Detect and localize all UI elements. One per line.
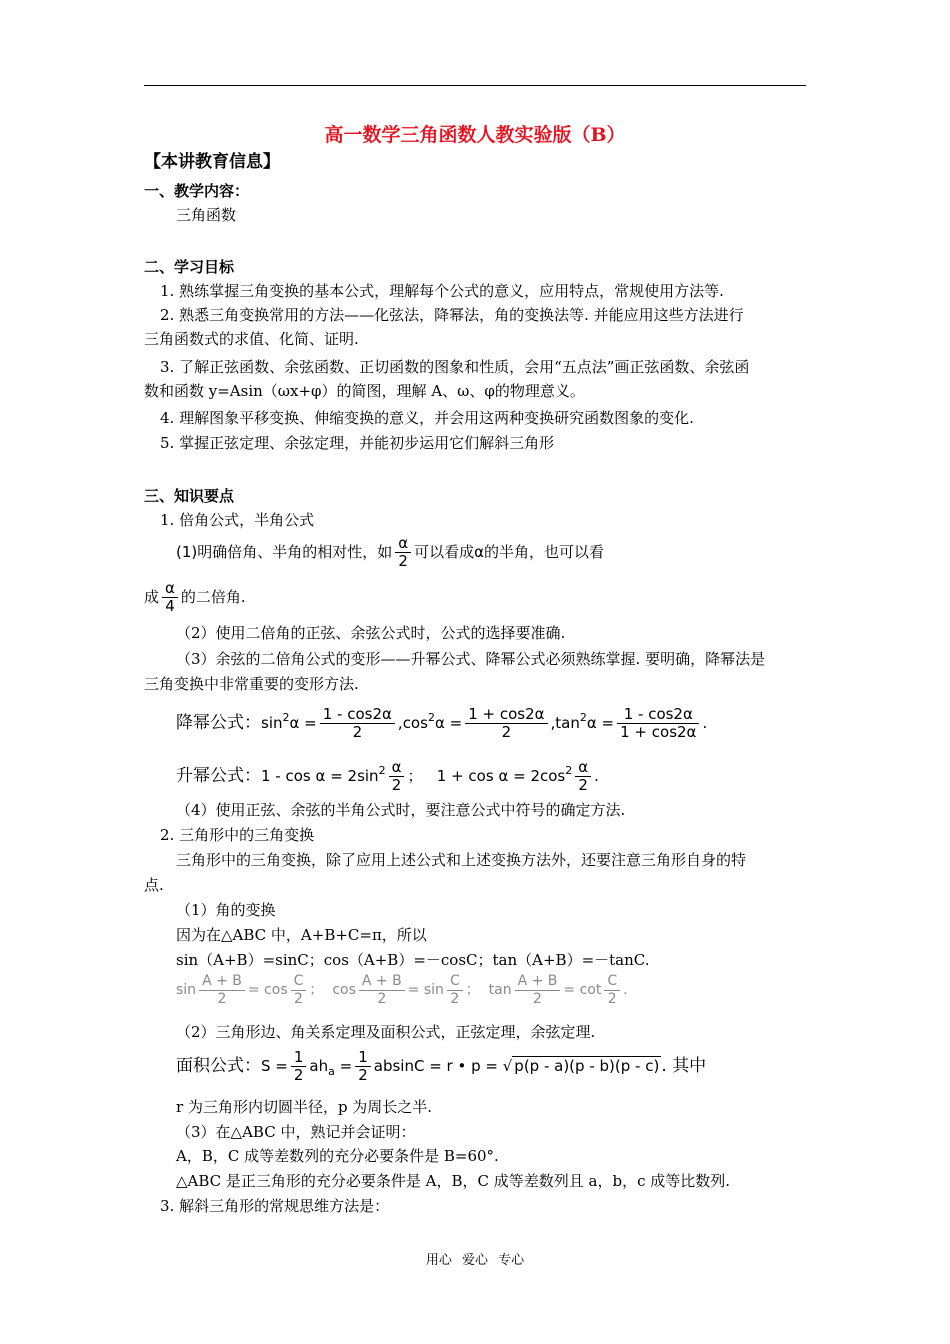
cos-equals-text: = cos bbox=[247, 982, 288, 998]
cos-text: ,cos bbox=[397, 714, 428, 732]
fraction-denominator: 2 bbox=[447, 990, 463, 1008]
alpha-over-2-fraction bbox=[575, 759, 591, 794]
area-formula-label: 面积公式： bbox=[176, 1056, 261, 1076]
sin-equals-text: = sin bbox=[407, 982, 444, 998]
period: . bbox=[594, 767, 599, 785]
separator: ； bbox=[407, 767, 423, 785]
point-1-title: 1. 倍角公式，半角公式 bbox=[160, 511, 315, 529]
point-1-1-text-a: (1)明确倍角、半角的相对性，如 bbox=[176, 543, 393, 561]
point-1-1-line-1 bbox=[176, 533, 604, 571]
point-1-3-line-1: （3）余弦的二倍角公式的变形——升幂公式、降幂公式必须熟练掌握. 要明确，降幂法是 bbox=[176, 650, 766, 668]
fraction-denominator: 2 bbox=[199, 990, 245, 1008]
point-2-intro-line-2: 点. bbox=[144, 876, 164, 894]
cos-text: cos bbox=[332, 982, 356, 998]
point-2-3: （3）在△ABC 中，熟记并会证明： bbox=[176, 1123, 416, 1141]
alpha-symbol: α bbox=[434, 714, 445, 732]
area-ah-text: ah bbox=[309, 1057, 329, 1075]
ab-over-2-fraction bbox=[199, 973, 245, 1008]
c-over-2-fraction bbox=[291, 973, 307, 1008]
fraction-denominator: 2 bbox=[291, 990, 307, 1008]
two-cos-text: = 2cos bbox=[513, 767, 566, 785]
one-half-fraction bbox=[291, 1049, 307, 1084]
fraction-numerator: A + B bbox=[361, 972, 402, 989]
fraction-numerator: 1 - cos2α bbox=[623, 705, 693, 723]
point-1-1-line-2 bbox=[144, 578, 246, 616]
alpha-symbol: α bbox=[498, 767, 509, 785]
square-exponent: 2 bbox=[579, 711, 587, 724]
area-subscript: a bbox=[328, 1065, 335, 1078]
point-1-1-text-d: 成 bbox=[144, 588, 160, 606]
point-1-3-line-2: 三角变换中非常重要的变形方法. bbox=[144, 675, 359, 693]
point-1-1-text-e: 的二倍角. bbox=[180, 588, 246, 606]
equals-sign: = bbox=[449, 714, 463, 732]
two-sin-text: = 2sin bbox=[330, 767, 379, 785]
section-2-heading: 二、学习目标 bbox=[144, 258, 235, 276]
fraction-numerator: 1 bbox=[293, 1048, 304, 1066]
fraction-numerator: 1 + cos2α bbox=[468, 705, 545, 723]
fraction-denominator: 2 bbox=[604, 990, 620, 1008]
document-title: 高一数学三角函数人教实验版（B） bbox=[324, 124, 626, 146]
goal-3-line-2: 数和函数 y=Asin（ωx+φ）的简图，理解 A、ω、φ的物理意义。 bbox=[144, 382, 585, 400]
alpha-over-2-fraction bbox=[395, 535, 411, 570]
fraction-numerator: C bbox=[607, 972, 618, 989]
alpha-over-2-fraction bbox=[389, 759, 405, 794]
equals-sign: = bbox=[304, 714, 317, 732]
period: . bbox=[623, 982, 628, 998]
fraction-numerator: α bbox=[578, 758, 589, 776]
separator: ； bbox=[465, 982, 480, 998]
point-3-title: 3. 解斜三角形的常规思维方法是： bbox=[160, 1197, 390, 1215]
fraction-denominator: 2 bbox=[355, 1066, 371, 1084]
c-over-2-fraction bbox=[604, 973, 620, 1008]
fraction-denominator: 2 bbox=[359, 990, 405, 1008]
fraction-numerator: α bbox=[391, 758, 402, 776]
alpha-symbol: α bbox=[474, 543, 485, 561]
power-raising-label: 升幂公式： bbox=[176, 766, 261, 786]
goal-5: 5. 掌握正弦定理、余弦定理，并能初步运用它们解斜三角形 bbox=[160, 434, 555, 452]
c-over-2-fraction bbox=[447, 973, 463, 1008]
goal-2-line-1: 2. 熟悉三角变换常用的方法——化弦法，降幂法，角的变换法等. 并能应用这些方法进行 bbox=[160, 306, 744, 324]
point-2-title: 2. 三角形中的三角变换 bbox=[160, 826, 315, 844]
power-reduction-formula bbox=[176, 698, 707, 743]
fraction-denominator: 4 bbox=[162, 597, 178, 615]
square-exponent: 2 bbox=[282, 711, 290, 724]
info-header: 【本讲教育信息】 bbox=[144, 152, 280, 172]
tan-text: tan bbox=[488, 982, 512, 998]
point-2-1: （1）角的变换 bbox=[176, 901, 276, 919]
goal-2-line-2: 三角函数式的求值、化简、证明. bbox=[144, 330, 359, 348]
square-exponent: 2 bbox=[378, 764, 386, 777]
heron-radicand: p(p - a)(p - b)(p - c) bbox=[514, 1057, 660, 1075]
separator: ； bbox=[309, 982, 324, 998]
section-3-heading: 三、知识要点 bbox=[144, 487, 235, 505]
header-rule bbox=[144, 85, 806, 86]
fraction-denominator: 2 bbox=[291, 1066, 307, 1084]
section-1-heading: 一、教学内容： bbox=[144, 182, 250, 200]
fraction-denominator: 2 bbox=[320, 723, 395, 741]
one-half-fraction bbox=[355, 1049, 371, 1084]
one-plus-cos-text: 1 + cos bbox=[436, 767, 494, 785]
fraction-numerator: A + B bbox=[202, 972, 242, 989]
point-2-2: （2）三角形边、角关系定理及面积公式，正弦定理，余弦定理. bbox=[176, 1023, 596, 1041]
point-2-2-note: r 为三角形内切圆半径，p 为周长之半. bbox=[176, 1098, 433, 1116]
tan-square-fraction bbox=[617, 706, 699, 741]
sin-text: sin bbox=[176, 982, 197, 998]
area-middle-text: absinC = r • p = bbox=[373, 1057, 498, 1075]
point-2-1-line-a: 因为在△ABC 中，A+B+C=π，所以 bbox=[176, 926, 427, 944]
section-1-content: 三角函数 bbox=[176, 206, 237, 224]
alpha-symbol: α bbox=[586, 714, 597, 732]
period: . bbox=[702, 714, 708, 732]
power-raising-formula bbox=[176, 751, 599, 796]
square-exponent: 2 bbox=[565, 764, 573, 777]
alpha-symbol: α bbox=[289, 714, 300, 732]
fraction-denominator: 2 bbox=[575, 776, 591, 794]
fraction-denominator: 2 bbox=[515, 990, 561, 1008]
fraction-denominator: 2 bbox=[465, 723, 547, 741]
square-exponent: 2 bbox=[427, 711, 435, 724]
fraction-denominator: 2 bbox=[395, 552, 411, 570]
equals-sign: = bbox=[339, 1057, 353, 1075]
point-1-2: （2）使用二倍角的正弦、余弦公式时，公式的选择要准确. bbox=[176, 624, 566, 642]
point-2-1-line-b: sin（A+B）=sinC；cos（A+B）=－cosC；tan（A+B）=－tanC. bbox=[176, 951, 650, 969]
point-2-3-line-a: A，B，C 成等差数列的充分必要条件是 B=60°. bbox=[176, 1147, 499, 1165]
page-footer: 用心 爱心 专心 bbox=[425, 1253, 525, 1268]
sin-text: sin bbox=[261, 714, 283, 732]
power-reduction-label: 降幂公式： bbox=[176, 713, 261, 733]
fraction-numerator: C bbox=[293, 972, 304, 989]
equals-sign: = bbox=[601, 714, 615, 732]
fraction-denominator: 2 bbox=[389, 776, 405, 794]
fraction-numerator: 1 - cos2α bbox=[322, 705, 392, 723]
fraction-denominator: 1 + cos2α bbox=[617, 723, 699, 741]
point-1-4: （4）使用正弦、余弦的半角公式时，要注意公式中符号的确定方法. bbox=[176, 801, 626, 819]
area-tail-text: . 其中 bbox=[661, 1056, 707, 1076]
goal-4: 4. 理解图象平移变换、伸缩变换的意义，并会用这两种变换研究函数图象的变化. bbox=[160, 409, 694, 427]
tan-text: ,tan bbox=[550, 714, 580, 732]
area-formula: 面积公式：S = $\frac{1}{2}$ $ah_a$ = $\frac{1}{2}$ absinC = r • p = √ p(p - a)(p - b)(p - c) . 其中 bbox=[176, 1048, 707, 1084]
sin-square-fraction bbox=[320, 706, 395, 741]
goal-1: 1. 熟练掌握三角变换的基本公式，理解每个公式的意义，应用特点，常规使用方法等. bbox=[160, 282, 724, 300]
fraction-numerator: 1 bbox=[358, 1048, 368, 1066]
point-2-intro-line-1: 三角形中的三角变换，除了应用上述公式和上述变换方法外，还要注意三角形自身的特 bbox=[176, 851, 747, 869]
fraction-numerator: C bbox=[449, 972, 460, 989]
cot-equals-text: = cot bbox=[563, 982, 602, 998]
point-1-1-text-b: 可以看成 bbox=[414, 543, 475, 561]
ab-over-2-fraction bbox=[359, 973, 405, 1008]
fraction-numerator: α bbox=[165, 579, 175, 597]
ab-over-2-fraction bbox=[515, 973, 561, 1008]
one-minus-cos-text: 1 - cos bbox=[261, 767, 311, 785]
point-1-1-text-c: 的半角，也可以看 bbox=[484, 543, 605, 561]
fraction-numerator: α bbox=[398, 534, 409, 552]
area-s-text: S = bbox=[261, 1057, 288, 1075]
goal-3-line-1: 3. 了解正弦函数、余弦函数、正切函数的图象和性质，会用“五点法”画正弦函数、余弦函 bbox=[160, 358, 750, 376]
fraction-numerator: A + B bbox=[517, 972, 558, 989]
point-2-3-line-b: △ABC 是正三角形的充分必要条件是 A，B，C 成等差数列且 a，b，c 成等比数列. bbox=[176, 1172, 731, 1190]
alpha-symbol: α bbox=[315, 767, 326, 785]
alpha-over-4-fraction bbox=[162, 580, 178, 615]
cos-square-fraction bbox=[465, 706, 547, 741]
half-angle-identities bbox=[176, 970, 628, 1010]
